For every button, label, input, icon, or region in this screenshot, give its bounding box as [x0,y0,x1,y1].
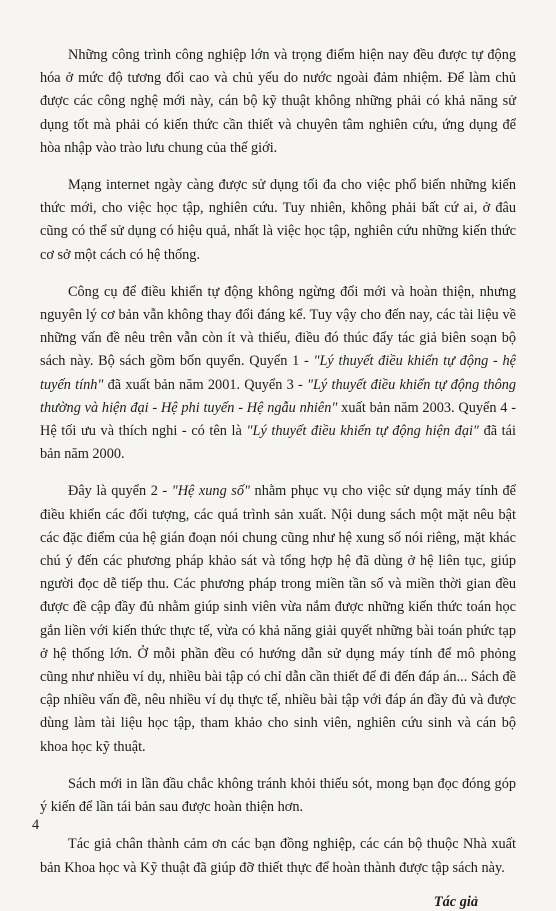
paragraph-3: Công cụ để điều khiển tự động không ngừng đổi mới và hoàn thiện, nhưng nguyên lý cơ bản vẫn không thay đổi đáng kể. Tuy vậy cho đến nay, các tài liệu về những vấn đề nêu trên vẫn còn ít và thiếu, điều đó thúc đẩy tác giả biên soạn bộ sách này. Bộ sách gồm bốn quyển. Quyển 1 - "Lý thuyết điều khiển tự động - hệ tuyến tính" đã xuất bản năm 2001. Quyển 3 - "Lý thuyết điều khiển tự động thông thường và hiện đại - Hệ phi tuyến - Hệ ngẫu nhiên" xuất bản năm 2003. Quyển 4 - Hệ tối ưu và thích nghi - có tên là "Lý thuyết điều khiển tự động hiện đại" đã tái bản năm 2000. [40,283,517,463]
author-signature: Tác giả [433,893,478,910]
book-title-volume-4: "Lý thuyết điều khiển tự động hiện đại" [246,423,479,440]
paragraph-1: Những công trình công nghiệp lớn và trọng điểm hiện nay đều được tự động hóa ở mức độ tương đối cao và chủ yếu do nước ngoài đảm nhiệm. Để làm chủ được các công nghệ mới này, cán bộ kỹ thuật không những phải có khả năng sử dụng tốt mà phải có kiến thức cần thiết và chuyên tâm nghiên cứu, ứng dụng để hòa nhập vào trào lưu chung của thế giới. [40,47,516,156]
book-title-volume-2: "Hệ xung số" [171,483,250,500]
paragraph-5: Sách mới in lần đầu chắc không tránh khỏi thiếu sót, mong bạn đọc đóng góp ý kiến để lần tái bản sau được hoàn thiện hơn. [40,775,516,816]
paragraph-6: Tác giả chân thành cảm ơn các bạn đồng nghiệp, các cán bộ thuộc Nhà xuất bản Khoa học và Kỹ thuật đã giúp đỡ thiết thực để hoàn thành được tập sách này. [40,836,516,876]
paragraph-4: Đây là quyển 2 - "Hệ xung số" nhằm phục vụ cho việc sử dụng máy tính để điều khiển các đối tượng, các quá trình sản xuất. Nội dung sách một mặt nêu bật các đặc điểm của hệ gián đoạn nói chung cũng như hệ xung số nói riêng, mặt khác chú ý đến các phương pháp khảo sát và tổng hợp hệ đã dùng ở hệ liên tục, giúp người đọc dễ tiếp thu. Các phương pháp trong miền tần số và miền thời gian đều được đề cập đầy đủ nhằm giúp sinh viên vừa nắm được những kiến thức toán học gắn liền với kiến thức thực tế, vừa có khả năng giải quyết những bài toán phức tạp ở hệ thống lớn. Ở mỗi phần đều có hướng dẫn sử dụng máy tính để mô phỏng cũng như nhiều ví dụ, nhiều bài tập có chỉ dẫn cần thiết để đi đến đáp án... Sách đề cập nhiều vấn đề, nêu nhiều ví dụ thực tế, nhiều bài tập với đáp án đầy đủ và được dùng làm tài liệu học tập, tham khảo cho sinh viên, nghiên cứu sinh và cán bộ khoa học kỹ thuật. [40,483,517,755]
book-title-volume-1: "Lý thuyết điều khiển tự động - hệ tuyến tính" [40,353,516,393]
page-number: 4 [32,817,40,833]
paragraph-2: Mạng internet ngày càng được sử dụng tối đa cho việc phổ biến những kiến thức mới, cho việc học tập, nghiên cứu. Tuy nhiên, không phải bất cứ ai, ở đâu cũng có thể sử dụng có hiệu quả, nhất là việc học tập, nghiên cứu những kiến thức cơ sở một cách có hệ thống. [40,177,516,263]
book-title-volume-3: "Lý thuyết điều khiển tự động thông thường và hiện đại - Hệ phi tuyến - Hệ ngẫu nhiên" [40,376,517,416]
